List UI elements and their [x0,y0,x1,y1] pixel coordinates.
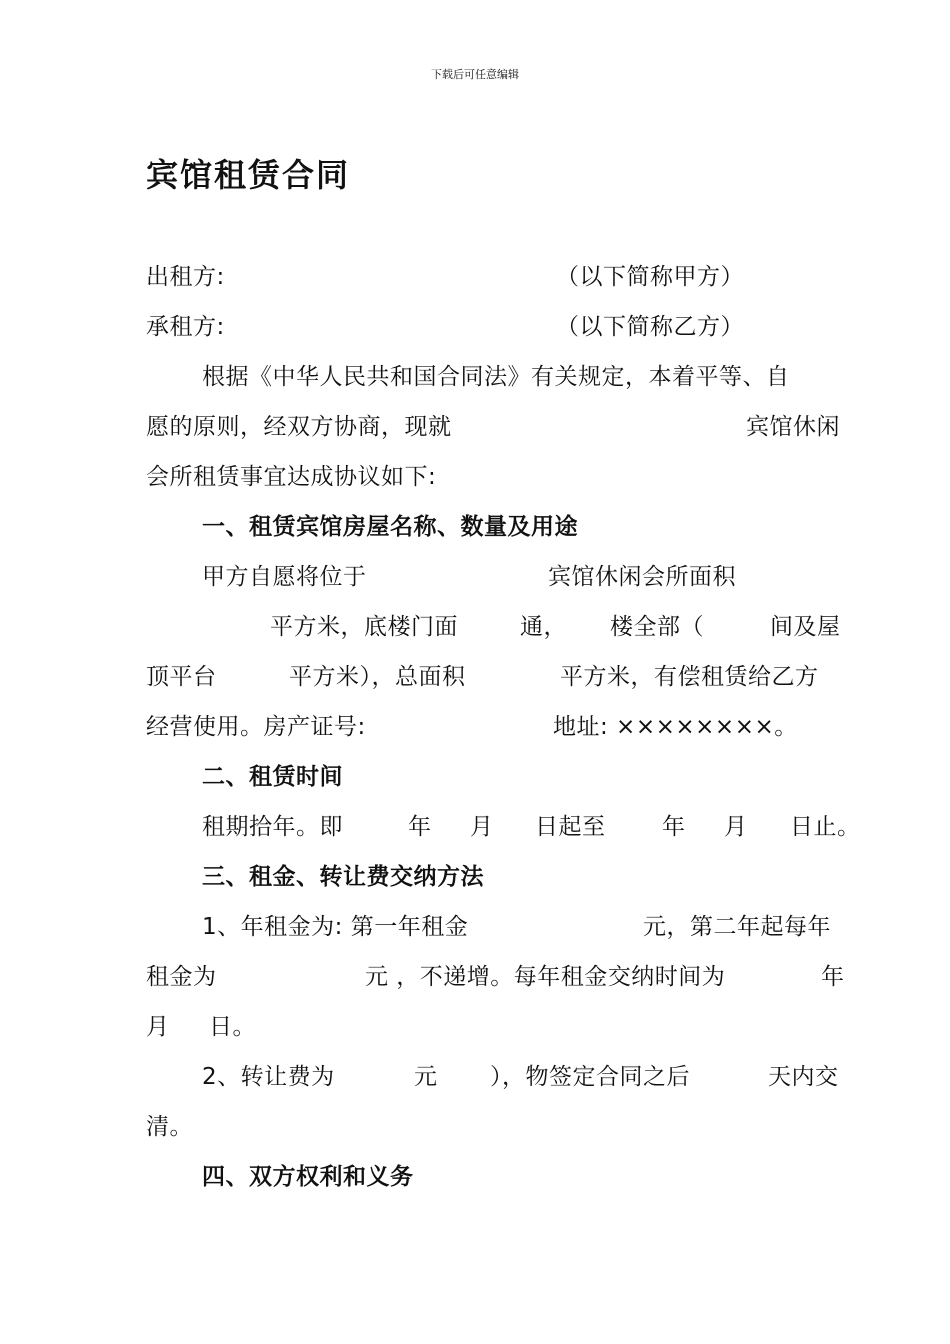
section1-text: 宾馆休闲会所面积 [548,564,736,590]
lessee-label: 承租方: [146,314,225,340]
section3-text: 元 [414,1064,438,1090]
section1-text: 平方米，有偿租赁给乙方 [560,664,819,690]
lessee-alias: （以下简称乙方） [556,314,744,340]
section1-text: 楼全部（ [610,614,704,640]
section3-text: ），物签定合同之后 [490,1064,690,1090]
preamble-line-2: 愿的原则，经双方协商，现就 [146,414,452,440]
section1-text: 顶平台 [146,664,217,690]
section3-text: 月 [146,1014,170,1040]
section3-text: 元 ，不递增。每年租金交纳时间为 [365,964,726,990]
section3-text: 1、年租金为: 第一年租金 [202,914,469,940]
section1-text: 间及屋 [770,614,841,640]
section2-text: 年 [408,814,432,840]
section3-text: 年 [821,964,845,990]
section-heading-1: 一、租赁宾馆房屋名称、数量及用途 [202,514,578,540]
section3-text: 日。 [209,1014,256,1040]
section3-text: 2、转让费为 [202,1064,335,1090]
section1-text: 平方米），总面积 [289,664,466,690]
section1-text: 平方米，底楼门面 [270,614,458,640]
section2-text: 租期拾年。即 [202,814,343,840]
section-heading-2: 二、租赁时间 [202,764,343,790]
section3-text: 天内交 [768,1064,839,1090]
section3-text: 租金为 [146,964,217,990]
preamble-line-2-end: 宾馆休闲 [746,414,840,440]
section-heading-4: 四、双方权利和义务 [202,1164,414,1190]
section-heading-3: 三、租金、转让费交纳方法 [202,864,484,890]
section1-address: 地址: ××××××××。 [553,714,798,740]
document-title: 宾馆租赁合同 [146,156,351,194]
section2-text: 日止。 [790,814,861,840]
preamble-line-1: 根据《中华人民共和国合同法》有关规定，本着平等、自 [202,364,790,390]
section2-text: 日起至 [535,814,606,840]
section1-text: 甲方自愿将位于 [202,564,367,590]
section2-text: 月 [470,814,494,840]
lessor-label: 出租方: [146,264,225,290]
section2-text: 月 [724,814,748,840]
section1-text: 通， [520,614,567,640]
header-note: 下载后可任意编辑 [431,68,519,81]
section3-text: 清。 [146,1114,193,1140]
section2-text: 年 [662,814,686,840]
section3-text: 元，第二年起每年 [643,914,831,940]
lessor-alias: （以下简称甲方） [556,264,744,290]
preamble-line-3: 会所租赁事宜达成协议如下: [146,464,437,490]
section1-text: 经营使用。房产证号: [146,714,366,740]
